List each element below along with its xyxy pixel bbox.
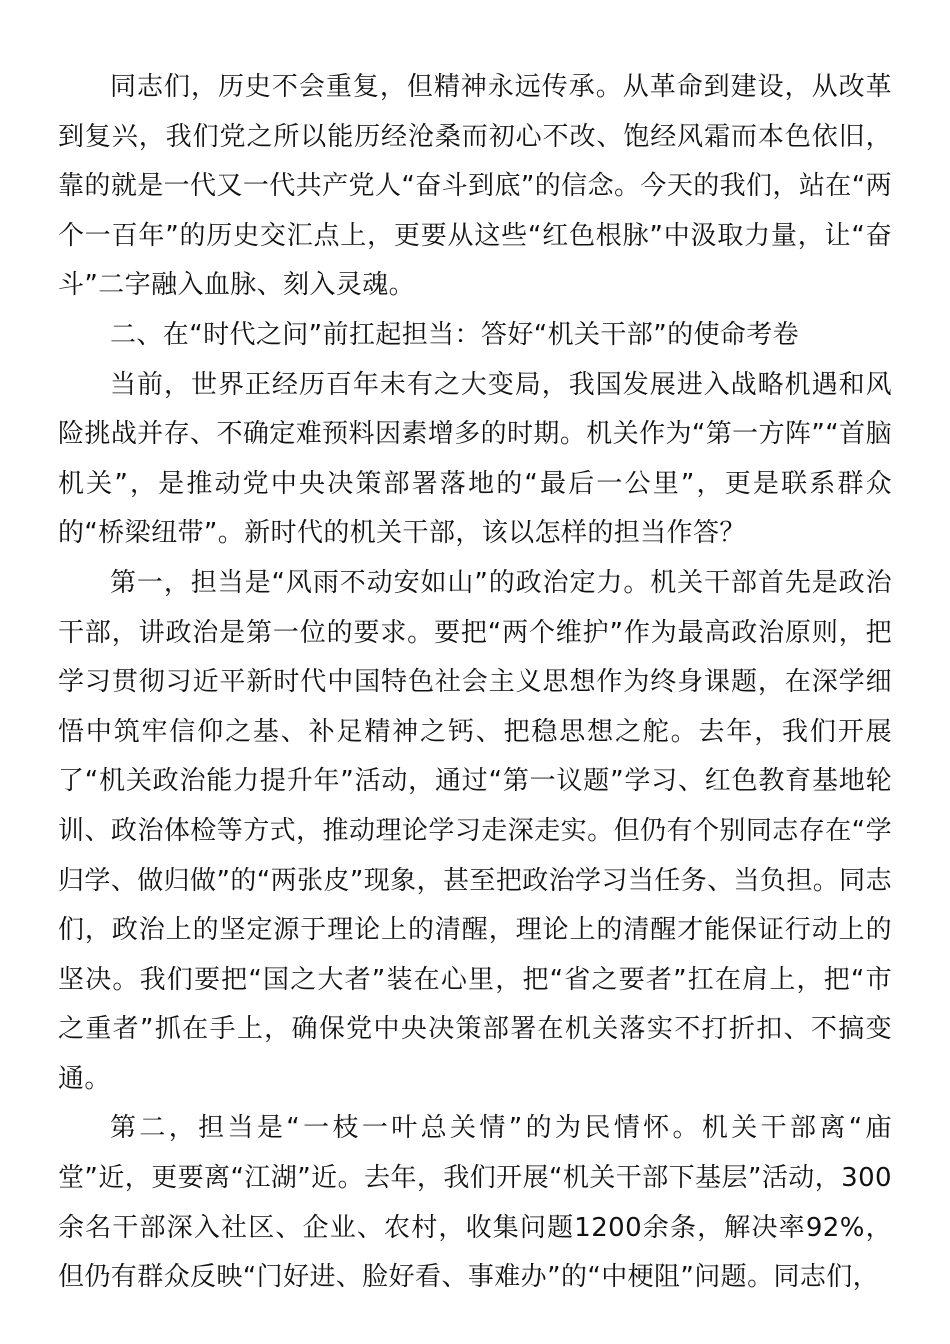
paragraph-political-resolve: 第一，担当是“风雨不动安如山”的政治定力。机关干部首先是政治干部，讲政治是第一位的要求。要把“两个维护”作为最高政治原则，把学习贯彻习近平新时代中国特色社会主义思想作为终身课题，在深学细悟中筑牢信仰之基、补足精神之钙、把稳思想之舵。去年，我们开展了“机关政治能力提升年”活动，通过“第一议题”学习、红色教育基地轮训、政治体检等方式，推动理论学习走深走实。但仍有个别同志存在“学归学、做归做”的“两张皮”现象，甚至把政治学习当任务、当负担。同志们，政治上的坚定源于理论上的清醒，理论上的清醒才能保证行动上的坚决。我们要把“国之大者”装在心里，把“省之要者”扛在肩上，把“市之重者”抓在手上，确保党中央决策部署在机关落实不打折扣、不搞变通。 (58, 567, 892, 1094)
document-page (58, 63, 892, 1303)
paragraph-current-situation: 当前，世界正经历百年未有之大变局，我国发展进入战略机遇和风险挑战并存、不确定难预料因素增多的时期。机关作为“第一方阵”“首脑机关”，是推动党中央决策部署落地的“最后一公里”，更是联系群众的“桥梁纽带”。新时代的机关干部，该以怎样的担当作答？ (58, 369, 892, 549)
section-heading-2: 二、在“时代之问”前扛起担当：答好“机关干部”的使命考卷 (110, 319, 800, 350)
paragraph-history-spirit: 同志们，历史不会重复，但精神永远传承。从革命到建设，从改革到复兴，我们党之所以能历经沧桑而初心不改、饱经风霜而本色依旧，靠的就是一代又一代共产党人“奋斗到底”的信念。今天的我们，站在“两个一百年”的历史交汇点上，更要从这些“红色根脉”中汲取力量，让“奋斗”二字融入血脉、刻入灵魂。 (58, 72, 892, 301)
paragraph-people-feelings: 第二，担当是“一枝一叶总关情”的为民情怀。机关干部离“庙堂”近，更要离“江湖”近。去年，我们开展“机关干部下基层”活动，300余名干部深入社区、企业、农村，收集问题1200余条，解决率92%，但仍有群众反映“门好进、脸好看、事难办”的“中梗阻”问题。同志们， (58, 1113, 892, 1293)
